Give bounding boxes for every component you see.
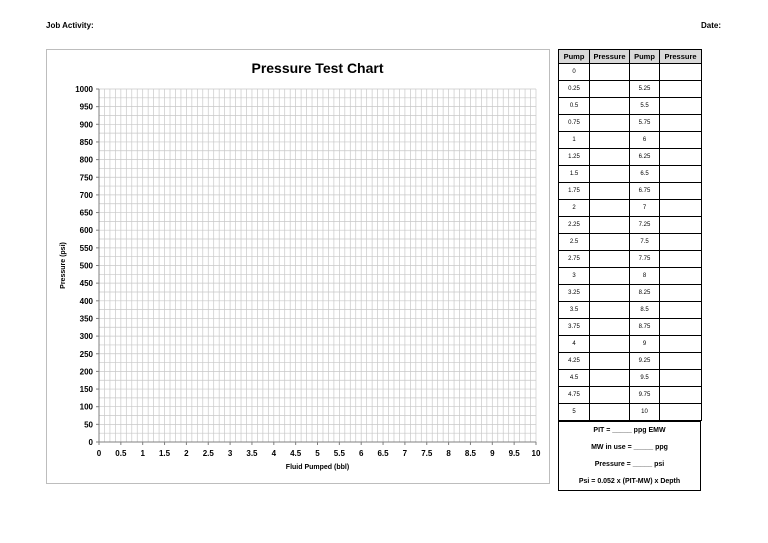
pump-cell: 3 — [559, 268, 590, 285]
x-tick-label: 2.5 — [202, 449, 214, 458]
pressure-cell[interactable] — [590, 200, 630, 217]
y-tick-label: 1000 — [75, 85, 93, 94]
pressure-cell[interactable] — [590, 302, 630, 319]
pump-cell: 5.75 — [630, 115, 660, 132]
y-tick-label: 400 — [79, 296, 93, 306]
pump-cell: 3.5 — [559, 302, 590, 319]
y-tick-label: 450 — [79, 279, 93, 289]
pressure-cell[interactable] — [590, 336, 630, 353]
table-row — [559, 319, 702, 336]
pump-cell: 8.5 — [630, 302, 660, 319]
table-row — [559, 132, 702, 149]
pump-cell: 4.75 — [559, 387, 590, 404]
pump-cell: 1.75 — [559, 183, 590, 200]
date-label: Date: — [700, 21, 721, 30]
pressure-cell[interactable] — [660, 166, 702, 183]
pump-cell: 5.25 — [630, 81, 660, 98]
y-tick-label: 50 — [84, 420, 93, 430]
pressure-cell[interactable] — [660, 285, 702, 302]
x-tick-label: 1 — [140, 449, 145, 458]
col-header-pump: Pump — [630, 50, 660, 64]
pump-cell: 4.5 — [559, 370, 590, 387]
x-tick-label: 3 — [227, 449, 233, 458]
table-row — [559, 353, 702, 370]
pressure-cell[interactable] — [590, 81, 630, 98]
pit-note: PIT = _____ ppg EMW — [593, 427, 666, 434]
pressure-cell[interactable] — [590, 132, 630, 149]
pressure-cell[interactable] — [590, 370, 630, 387]
x-tick-label: 6 — [358, 449, 364, 458]
y-tick-label: 950 — [79, 102, 93, 112]
col-header-pressure: Pressure — [590, 50, 630, 64]
y-tick-label: 250 — [79, 349, 93, 359]
y-tick-label: 350 — [79, 314, 93, 324]
pump-pressure-table — [558, 49, 702, 421]
pump-cell: 1.5 — [559, 166, 590, 183]
pressure-cell[interactable] — [590, 183, 630, 200]
table-header-row — [559, 50, 702, 64]
pressure-cell[interactable] — [660, 217, 702, 234]
pump-cell: 2 — [559, 200, 590, 217]
pressure-cell[interactable] — [590, 404, 630, 421]
y-tick-label: 600 — [79, 226, 93, 236]
pump-cell: 1.25 — [559, 149, 590, 166]
table-row — [559, 285, 702, 302]
pump-cell: 0 — [559, 64, 590, 81]
x-tick-label: 7.5 — [421, 449, 433, 458]
pump-cell: 3.75 — [559, 319, 590, 336]
x-tick-label: 1.5 — [158, 449, 171, 458]
x-tick-label: 9.5 — [508, 449, 520, 458]
pressure-cell[interactable] — [590, 166, 630, 183]
table-row — [559, 81, 702, 98]
pump-cell: 4.25 — [559, 353, 590, 370]
pressure-cell[interactable] — [660, 98, 702, 115]
pump-cell: 7.5 — [630, 234, 660, 251]
pressure-cell[interactable] — [660, 268, 702, 285]
pump-cell: 10 — [630, 404, 660, 421]
y-tick-label: 850 — [79, 137, 93, 147]
pressure-cell[interactable] — [660, 132, 702, 149]
pressure-cell[interactable] — [660, 370, 702, 387]
pressure-note: Pressure = _____ psi — [594, 461, 665, 468]
table-row — [559, 183, 702, 200]
pump-cell: 8.25 — [630, 285, 660, 302]
x-tick-label: 6.5 — [377, 449, 389, 458]
y-tick-label: 800 — [79, 155, 93, 165]
pressure-cell[interactable] — [660, 64, 702, 81]
pressure-cell[interactable] — [590, 98, 630, 115]
x-tick-label: 8.5 — [464, 449, 477, 458]
x-tick-label: 3.5 — [246, 449, 258, 458]
y-tick-label: 750 — [79, 173, 93, 183]
pressure-cell[interactable] — [590, 115, 630, 132]
pump-cell: 0.75 — [559, 115, 590, 132]
pressure-chart — [46, 49, 550, 484]
pressure-cell[interactable] — [660, 336, 702, 353]
pump-cell: 9.75 — [630, 387, 660, 404]
table-row — [559, 302, 702, 319]
table-row — [559, 98, 702, 115]
pump-cell: 2.75 — [559, 251, 590, 268]
pump-cell: 7.25 — [630, 217, 660, 234]
pump-cell: 2.5 — [559, 234, 590, 251]
pump-cell: 8.75 — [630, 319, 660, 336]
x-tick-label: 5.5 — [333, 449, 345, 458]
pump-cell: 0.5 — [559, 98, 590, 115]
pressure-cell[interactable] — [590, 268, 630, 285]
pump-cell: 0.25 — [559, 81, 590, 98]
pressure-cell[interactable] — [660, 81, 702, 98]
x-tick-label: 8 — [446, 449, 451, 458]
pump-cell: 9 — [630, 336, 660, 353]
pressure-cell[interactable] — [590, 387, 630, 404]
table-row — [559, 64, 702, 81]
pressure-cell[interactable] — [590, 353, 630, 370]
x-tick-label: 4 — [271, 449, 277, 458]
table-row — [559, 217, 702, 234]
y-tick-label: 500 — [79, 261, 93, 271]
x-axis-label: Fluid Pumped (bbl) — [285, 464, 350, 471]
pump-cell: 2.25 — [559, 217, 590, 234]
y-tick-label: 900 — [79, 120, 93, 130]
table-row — [559, 115, 702, 132]
pressure-cell[interactable] — [660, 319, 702, 336]
y-tick-label: 700 — [79, 190, 93, 200]
table-row — [559, 166, 702, 183]
table-row — [559, 149, 702, 166]
y-tick-label: 100 — [79, 402, 93, 412]
pump-cell: 6.75 — [630, 183, 660, 200]
pressure-cell[interactable] — [660, 200, 702, 217]
psi-formula-note: Psi = 0.052 x (PIT-MW) x Depth — [578, 478, 681, 485]
table-row — [559, 251, 702, 268]
y-tick-label: 550 — [79, 243, 93, 253]
x-tick-label: 4.5 — [290, 449, 302, 458]
pressure-cell[interactable] — [590, 234, 630, 251]
x-tick-label: 0.5 — [115, 449, 127, 458]
table-row — [559, 404, 702, 421]
mw-note: MW in use = _____ ppg — [591, 444, 668, 451]
pump-cell: 7 — [630, 200, 660, 217]
chart-title: Pressure Test Chart — [251, 60, 384, 76]
x-tick-label: 5 — [315, 449, 320, 458]
col-header-pressure: Pressure — [660, 50, 702, 64]
pressure-cell[interactable] — [660, 387, 702, 404]
y-tick-label: 150 — [79, 385, 93, 395]
table-row — [559, 336, 702, 353]
y-axis-label: Pressure (psi) — [60, 242, 67, 289]
pressure-cell[interactable] — [660, 404, 702, 421]
pressure-cell[interactable] — [660, 149, 702, 166]
pump-cell: 3.25 — [559, 285, 590, 302]
pressure-cell[interactable] — [590, 149, 630, 166]
x-tick-label: 9 — [490, 449, 495, 458]
pressure-cell[interactable] — [590, 251, 630, 268]
pump-cell: 1 — [559, 132, 590, 149]
pump-cell: 9.5 — [630, 370, 660, 387]
pressure-cell[interactable] — [660, 302, 702, 319]
table-row — [559, 200, 702, 217]
y-tick-label: 200 — [79, 367, 93, 377]
pump-cell — [630, 64, 660, 81]
pressure-cell[interactable] — [660, 251, 702, 268]
pressure-cell[interactable] — [660, 353, 702, 370]
pump-cell: 6 — [630, 132, 660, 149]
pressure-cell[interactable] — [590, 285, 630, 302]
pump-cell: 5.5 — [630, 98, 660, 115]
table-row — [559, 268, 702, 285]
y-tick-label: 300 — [79, 332, 93, 342]
pump-cell: 5 — [559, 404, 590, 421]
pump-cell: 6.5 — [630, 166, 660, 183]
pressure-cell[interactable] — [590, 64, 630, 81]
y-tick-label: 650 — [79, 208, 93, 218]
pump-cell: 8 — [630, 268, 660, 285]
pump-cell: 4 — [559, 336, 590, 353]
table-row — [559, 370, 702, 387]
x-tick-label: 2 — [184, 449, 189, 458]
pressure-cell[interactable] — [660, 183, 702, 200]
chart-canvas — [47, 50, 551, 485]
pump-cell: 9.25 — [630, 353, 660, 370]
y-tick-label: 0 — [88, 438, 93, 447]
x-tick-label: 10 — [531, 449, 541, 458]
x-tick-label: 7 — [402, 449, 408, 458]
pressure-cell[interactable] — [590, 319, 630, 336]
x-tick-label: 0 — [96, 449, 102, 458]
pump-cell: 7.75 — [630, 251, 660, 268]
pump-cell: 6.25 — [630, 149, 660, 166]
table-row — [559, 387, 702, 404]
pressure-cell[interactable] — [660, 115, 702, 132]
col-header-pump: Pump — [559, 50, 590, 64]
pressure-cell[interactable] — [590, 217, 630, 234]
pressure-cell[interactable] — [660, 234, 702, 251]
table-row — [559, 234, 702, 251]
job-activity-label: Job Activity: — [46, 21, 94, 30]
pit-notes-box — [558, 421, 701, 491]
